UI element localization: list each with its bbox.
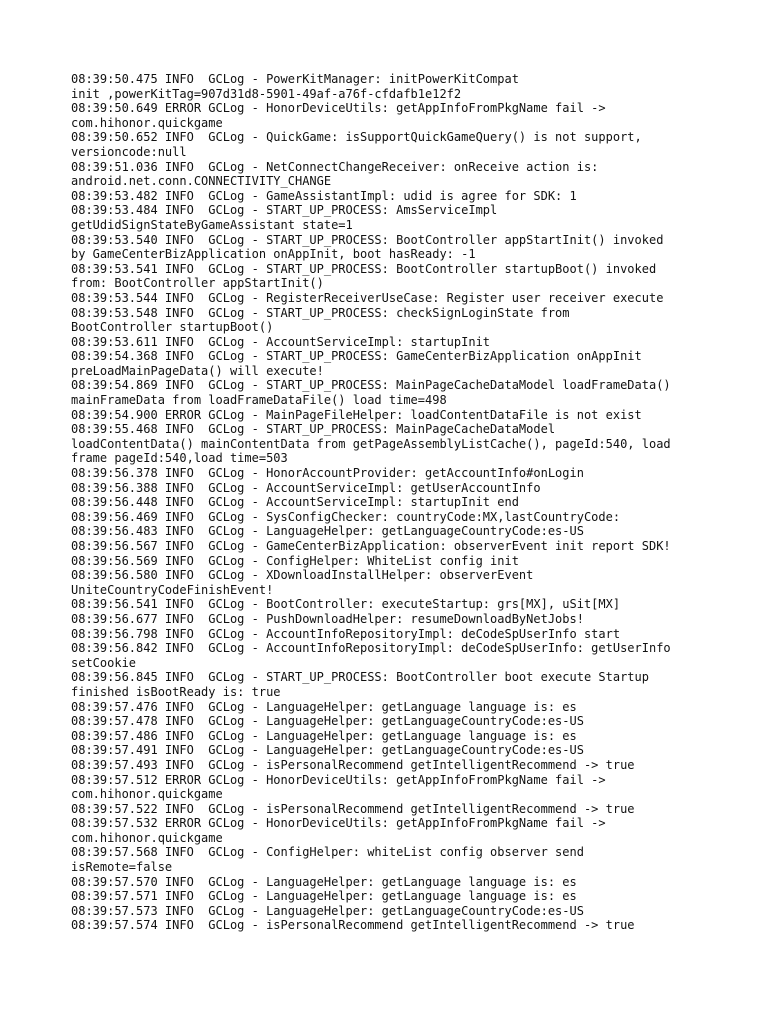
log-line: com.hihonor.quickgame [71,830,223,845]
log-line: 08:39:57.574 INFO GCLog - isPersonalRecommend getIntelligentRecommend -> true [71,918,635,933]
log-line: 08:39:57.486 INFO GCLog - LanguageHelper: getLanguage language is: es [71,728,577,743]
log-line: 08:39:57.571 INFO GCLog - LanguageHelper: getLanguage language is: es [71,889,577,904]
log-line: getUdidSignStateByGameAssistant state=1 [71,217,353,232]
log-line: 08:39:57.478 INFO GCLog - LanguageHelper: getLanguageCountryCode:es-US [71,714,584,729]
log-document [71,72,711,933]
log-line: 08:39:50.649 ERROR GCLog - HonorDeviceUtils: getAppInfoFromPkgName fail -> [71,101,606,116]
log-line: 08:39:57.512 ERROR GCLog - HonorDeviceUtils: getAppInfoFromPkgName fail -> [71,772,606,787]
log-line: 08:39:54.368 INFO GCLog - START_UP_PROCESS: GameCenterBizApplication onAppInit [71,349,642,364]
log-line: 08:39:51.036 INFO GCLog - NetConnectChangeReceiver: onReceive action is: [71,159,599,174]
log-line: 08:39:53.540 INFO GCLog - START_UP_PROCESS: BootController appStartInit() invoked [71,232,664,247]
log-line: android.net.conn.CONNECTIVITY_CHANGE [71,174,332,189]
log-line: 08:39:56.677 INFO GCLog - PushDownloadHelper: resumeDownloadByNetJobs! [71,611,584,626]
log-line: 08:39:57.476 INFO GCLog - LanguageHelper: getLanguage language is: es [71,699,577,714]
log-line: 08:39:57.568 INFO GCLog - ConfigHelper: whiteList config observer send [71,845,584,860]
log-line: 08:39:56.541 INFO GCLog - BootController: executeStartup: grs[MX], uSit[MX] [71,597,621,612]
log-line: 08:39:56.845 INFO GCLog - START_UP_PROCESS: BootController boot execute Startup [71,670,649,685]
log-line: 08:39:53.548 INFO GCLog - START_UP_PROCESS: checkSignLoginState from [71,305,570,320]
log-line: setCookie [71,655,137,670]
log-line: 08:39:56.469 INFO GCLog - SysConfigChecker: countryCode:MX,lastCountryCode: [71,509,621,524]
log-line: 08:39:53.541 INFO GCLog - START_UP_PROCESS: BootController startupBoot() invoked [71,261,657,276]
log-line: preLoadMainPageData() will execute! [71,363,324,378]
log-line: 08:39:56.842 INFO GCLog - AccountInfoRepositoryImpl: deCodeSpUserInfo: getUserInfo [71,641,671,656]
log-line: 08:39:56.798 INFO GCLog - AccountInfoRepositoryImpl: deCodeSpUserInfo start [71,626,621,641]
log-line: 08:39:57.522 INFO GCLog - isPersonalRecommend getIntelligentRecommend -> true [71,801,635,816]
log-line: 08:39:56.567 INFO GCLog - GameCenterBizApplication: observerEvent init report SDK! [71,539,671,553]
log-line: 08:39:50.475 INFO GCLog - PowerKitManager: initPowerKitCompat [71,72,519,86]
log-line: 08:39:57.573 INFO GCLog - LanguageHelper: getLanguageCountryCode:es-US [71,903,584,918]
log-line: loadContentData() mainContentData from getPageAssemblyListCache(), pageId:540, load [71,436,671,451]
log-line: 08:39:57.570 INFO GCLog - LanguageHelper: getLanguage language is: es [71,874,577,889]
log-line: 08:39:53.544 INFO GCLog - RegisterReceiverUseCase: Register user receiver execute [71,290,664,305]
log-line: 08:39:50.652 INFO GCLog - QuickGame: isSupportQuickGameQuery() is not support, [71,130,642,145]
log-line: 08:39:56.569 INFO GCLog - ConfigHelper: WhiteList config init [71,553,519,568]
log-line: 08:39:56.448 INFO GCLog - AccountServiceImpl: startupInit end [71,495,519,510]
log-line: 08:39:55.468 INFO GCLog - START_UP_PROCESS: MainPageCacheDataModel [71,422,556,437]
log-line: 08:39:57.532 ERROR GCLog - HonorDeviceUtils: getAppInfoFromPkgName fail -> [71,816,606,831]
log-line: mainFrameData from loadFrameDataFile() load time=498 [71,393,447,408]
log-line: 08:39:53.611 INFO GCLog - AccountServiceImpl: startupInit [71,334,491,349]
log-line: BootController startupBoot() [71,320,274,335]
log-line: UniteCountryCodeFinishEvent! [71,582,274,597]
log-line: 08:39:54.869 INFO GCLog - START_UP_PROCESS: MainPageCacheDataModel loadFrameData() [71,378,671,393]
log-line: init ,powerKitTag=907d31d8-5901-49af-a76f-cfdafb1e12f2 [71,86,462,101]
log-line: 08:39:56.378 INFO GCLog - HonorAccountProvider: getAccountInfo#onLogin [71,466,584,481]
log-line: 08:39:53.484 INFO GCLog - START_UP_PROCESS: AmsServiceImpl [71,203,498,218]
log-line: 08:39:54.900 ERROR GCLog - MainPageFileHelper: loadContentDataFile is not exist [71,407,642,422]
log-line: 08:39:56.388 INFO GCLog - AccountServiceImpl: getUserAccountInfo [71,480,541,495]
log-line: versioncode:null [71,144,187,159]
log-line: 08:39:53.482 INFO GCLog - GameAssistantImpl: udid is agree for SDK: 1 [71,188,577,203]
log-line: frame pageId:540,load time=503 [71,451,288,466]
log-line: 08:39:57.493 INFO GCLog - isPersonalRecommend getIntelligentRecommend -> true [71,757,635,772]
log-line: com.hihonor.quickgame [71,787,223,802]
log-line: from: BootController appStartInit() [71,276,324,291]
log-line: 08:39:56.483 INFO GCLog - LanguageHelper: getLanguageCountryCode:es-US [71,524,584,539]
log-line: by GameCenterBizApplication onAppInit, boot hasReady: -1 [71,247,476,262]
log-line: 08:39:57.491 INFO GCLog - LanguageHelper: getLanguageCountryCode:es-US [71,743,584,758]
log-line: isRemote=false [71,860,173,875]
log-line: 08:39:56.580 INFO GCLog - XDownloadInstallHelper: observerEvent [71,568,534,583]
log-line: finished isBootReady is: true [71,684,281,699]
log-line: com.hihonor.quickgame [71,115,223,130]
